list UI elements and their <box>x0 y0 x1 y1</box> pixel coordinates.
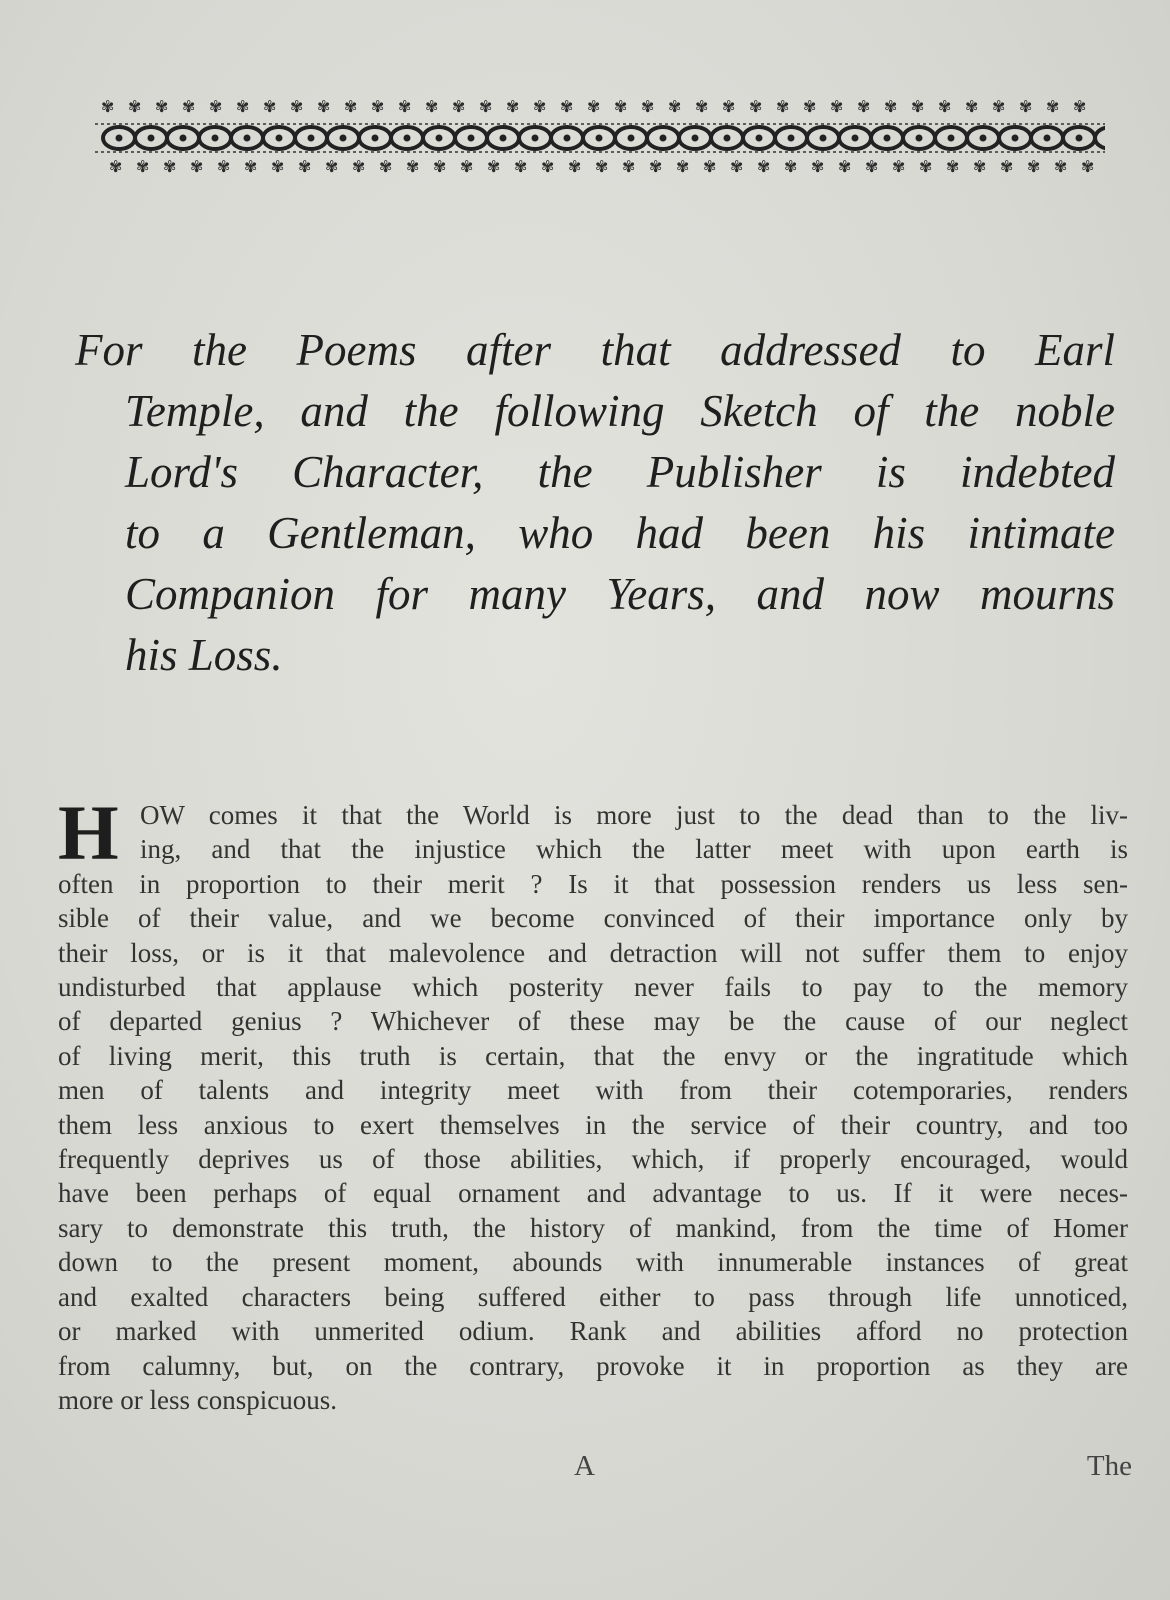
svg-text:✾: ✾ <box>298 157 312 176</box>
svg-text:✾: ✾ <box>992 97 1006 116</box>
svg-text:✾: ✾ <box>325 157 339 176</box>
drop-cap: H <box>58 789 119 876</box>
essay-line: down to the present moment, abounds with innumerable instances of great <box>58 1247 1128 1278</box>
essay-line: undisturbed that applause which posterity never fails to pay to the memory <box>58 972 1128 1003</box>
svg-text:✾: ✾ <box>371 97 385 116</box>
svg-text:✾: ✾ <box>514 157 528 176</box>
svg-text:✾: ✾ <box>811 157 825 176</box>
essay-line: of departed genius ? Whichever of these may be the cause of our neglect <box>58 1006 1128 1037</box>
svg-text:✾: ✾ <box>830 97 844 116</box>
svg-text:✾: ✾ <box>209 97 223 116</box>
svg-text:✾: ✾ <box>892 157 906 176</box>
svg-text:✾: ✾ <box>163 157 177 176</box>
svg-text:✾: ✾ <box>560 97 574 116</box>
svg-text:✾: ✾ <box>541 157 555 176</box>
svg-text:✾: ✾ <box>236 97 250 116</box>
essay-line: and exalted characters being suffered either to pass through life unnoticed, <box>58 1281 1128 1312</box>
svg-text:✾: ✾ <box>109 157 123 176</box>
publisher-notice <box>75 320 1115 686</box>
svg-text:✾: ✾ <box>1000 157 1014 176</box>
svg-text:✾: ✾ <box>155 97 169 116</box>
svg-text:✾: ✾ <box>1019 97 1033 116</box>
svg-text:✾: ✾ <box>352 157 366 176</box>
catchword: The <box>1086 1450 1132 1482</box>
svg-text:✾: ✾ <box>1027 157 1041 176</box>
svg-text:✾: ✾ <box>938 97 952 116</box>
fleuron-band-ornament-icon <box>95 92 1105 180</box>
notice-line: For the Poems after that addressed to Earl <box>75 325 1115 375</box>
svg-text:✾: ✾ <box>911 97 925 116</box>
essay-line: have been perhaps of equal ornament and advantage to us. If it were neces- <box>58 1178 1128 1209</box>
svg-text:✾: ✾ <box>1046 97 1060 116</box>
svg-text:✾: ✾ <box>703 157 717 176</box>
essay-line: ing, and that the injustice which the latter meet with upon earth is <box>140 834 1128 865</box>
svg-text:✾: ✾ <box>533 97 547 116</box>
svg-text:✾: ✾ <box>749 97 763 116</box>
svg-text:✾: ✾ <box>587 97 601 116</box>
svg-text:✾: ✾ <box>379 157 393 176</box>
svg-text:✾: ✾ <box>182 97 196 116</box>
essay-line: men of talents and integrity meet with from their cotemporaries, renders <box>58 1075 1128 1106</box>
svg-text:✾: ✾ <box>722 97 736 116</box>
svg-text:✾: ✾ <box>1081 157 1095 176</box>
svg-text:✾: ✾ <box>857 97 871 116</box>
essay-line: more or less conspicuous. <box>58 1384 337 1415</box>
svg-text:✾: ✾ <box>884 97 898 116</box>
svg-text:✾: ✾ <box>622 157 636 176</box>
svg-text:✾: ✾ <box>101 97 115 116</box>
notice-line: his Loss. <box>125 630 283 680</box>
svg-text:✾: ✾ <box>506 97 520 116</box>
notice-line: Companion for many Years, and now mourns <box>125 569 1115 619</box>
svg-text:✾: ✾ <box>641 97 655 116</box>
signature-mark: A <box>574 1450 595 1482</box>
notice-line: Lord's Character, the Publisher is indebted <box>125 447 1115 497</box>
svg-text:✾: ✾ <box>676 157 690 176</box>
svg-text:✾: ✾ <box>460 157 474 176</box>
svg-text:✾: ✾ <box>965 97 979 116</box>
svg-text:✾: ✾ <box>244 157 258 176</box>
svg-text:✾: ✾ <box>425 97 439 116</box>
svg-text:✾: ✾ <box>1054 157 1068 176</box>
svg-text:✾: ✾ <box>263 97 277 116</box>
svg-text:✾: ✾ <box>946 157 960 176</box>
svg-text:✾: ✾ <box>568 157 582 176</box>
essay-line: or marked with unmerited odium. Rank and abilities afford no protection <box>58 1316 1128 1347</box>
svg-text:✾: ✾ <box>398 97 412 116</box>
svg-text:✾: ✾ <box>317 97 331 116</box>
svg-text:✾: ✾ <box>668 97 682 116</box>
svg-text:✾: ✾ <box>136 157 150 176</box>
svg-text:✾: ✾ <box>614 97 628 116</box>
essay-line: sary to demonstrate this truth, the history of mankind, from the time of Homer <box>58 1212 1128 1243</box>
svg-text:✾: ✾ <box>730 157 744 176</box>
essay-line: them less anxious to exert themselves in the service of their country, and too <box>58 1109 1128 1140</box>
essay-line: sible of their value, and we become convinced of their importance only by <box>58 903 1128 934</box>
svg-text:✾: ✾ <box>217 157 231 176</box>
essay-text <box>58 789 1128 1417</box>
svg-text:✾: ✾ <box>271 157 285 176</box>
svg-text:✾: ✾ <box>838 157 852 176</box>
svg-text:✾: ✾ <box>919 157 933 176</box>
svg-text:✾: ✾ <box>290 97 304 116</box>
svg-text:✾: ✾ <box>452 97 466 116</box>
essay-line: from calumny, but, on the contrary, provoke it in proportion as they are <box>58 1350 1128 1381</box>
svg-text:✾: ✾ <box>757 157 771 176</box>
svg-text:✾: ✾ <box>433 157 447 176</box>
svg-text:✾: ✾ <box>344 97 358 116</box>
svg-text:✾: ✾ <box>406 157 420 176</box>
svg-text:✾: ✾ <box>803 97 817 116</box>
svg-text:✾: ✾ <box>865 157 879 176</box>
notice-line: to a Gentleman, who had been his intimate <box>125 508 1115 558</box>
svg-text:✾: ✾ <box>973 157 987 176</box>
svg-text:✾: ✾ <box>784 157 798 176</box>
svg-text:✾: ✾ <box>190 157 204 176</box>
essay-line: often in proportion to their merit ? Is it that possession renders us less sen- <box>58 868 1128 899</box>
svg-text:✾: ✾ <box>776 97 790 116</box>
essay-line: OW comes it that the World is more just to the dead than to the liv- <box>140 800 1128 830</box>
notice-line: Temple, and the following Sketch of the noble <box>125 386 1115 436</box>
svg-text:✾: ✾ <box>649 157 663 176</box>
essay-line: of living merit, this truth is certain, that the envy or the ingratitude which <box>58 1040 1128 1071</box>
svg-text:✾: ✾ <box>695 97 709 116</box>
essay-line: their loss, or is it that malevolence and detraction will not suffer them to enjoy <box>58 937 1128 968</box>
svg-text:✾: ✾ <box>128 97 142 116</box>
svg-text:✾: ✾ <box>1073 97 1087 116</box>
svg-text:✾: ✾ <box>487 157 501 176</box>
svg-text:✾: ✾ <box>479 97 493 116</box>
essay-line: frequently deprives us of those abilities, which, if properly encouraged, would <box>58 1144 1128 1175</box>
svg-text:✾: ✾ <box>595 157 609 176</box>
